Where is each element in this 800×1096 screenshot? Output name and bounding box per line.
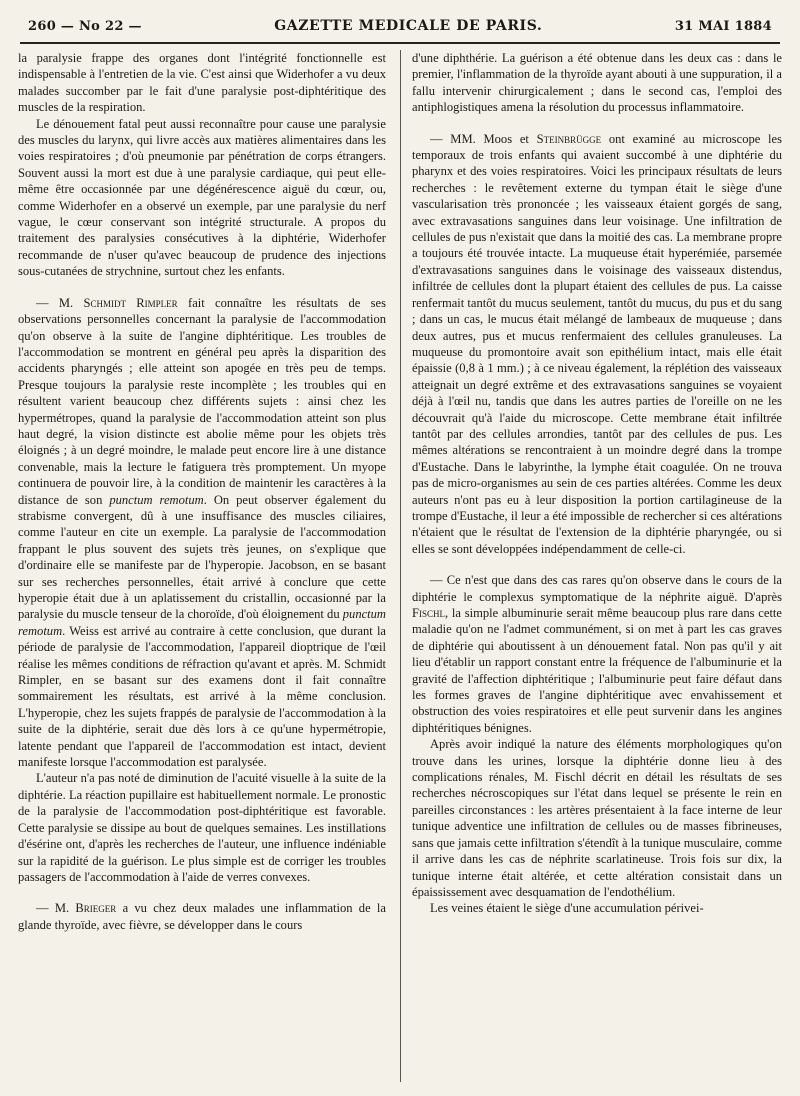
journal-title: GAZETTE MEDICALE DE PARIS. (274, 18, 543, 34)
paragraph (412, 572, 782, 736)
author-name: Fischl (412, 606, 445, 620)
paragraph: Après avoir indiqué la nature des éléments morphologiques qu'on trouve dans les urines, lorsque la diphtérie donne lieu à des complications rénales, M. Fischl décrit en détail les résultats de ses recherches nécroscopiques sur l'état dans lequel se présente le rein en pareilles circonstances : les artères présentaient à la face interne de leur tunique adventice une infiltration de cellules ou de masses fibrineuses, sans que jamais cette infiltration s'étendît à la tunique musculaire, comme il arrive dans les cas de néphrite scarlatineuse. Trois fois sur dix, la tunique interne était altérée, et cette altération consistait dans un épaississement avec desquamation de l'endothélium. (412, 737, 782, 899)
author-name: Steinbrügge (536, 131, 602, 146)
header-rule (20, 42, 780, 44)
italic-term: punctum remotum (18, 607, 386, 638)
text-run: . Weiss est arrivé au contraire à cette conclusion, que durant la période de paralysie de l'accommodation, l'appareil dioptrique de l'œil réalise les mêmes conditions de réfraction qu'avant et après. M. Schmidt Rimpler, en se basant sur des examens dont il fait connaître sommairement les résultats, est arrivé à la même conclusion. L'hyperopie, chez les sujets frappés de paralysie de l'accommodation à la suite de la diphtérie, serait due dès lors à ce qu'une hypermétropie, latente pendant que l'appareil de l'accommodation est intact, devient manifeste lorsque l'accommodation est paralysée. (18, 623, 386, 770)
text-run: a vu chez deux malades une inflammation de la glande thyroïde, avec fièvre, se développer dans le cours (18, 901, 386, 932)
paragraph: d'une diphthérie. La guérison a été obtenue dans les deux cas : dans le premier, l'inflammation de la thyroïde ayant abouti à une suppuration, il a fallu intervenir chirurgicalement ; dans le second cas, l'emploi des antiphlogistiques amena la résolution du processus inflammatoire. (412, 51, 782, 115)
paragraph: L'auteur n'a pas noté de diminution de l'acuité visuelle à la suite de la diphtérie. La réaction pupillaire est habituellement normale. Le pronostic de la paralysie de l'accommodation post-diphtéritique est favorable. Cette paralysie se dissipe au bout de quelques semaines. Les instillations d'ésérine ont, d'après les recherches de l'auteur, une influence indéniable sur la rapidité de la guérison. Le plus simple est de corriger les troubles passagers de l'accommodation à l'aide de verres convexes. (18, 771, 386, 884)
left-column (18, 50, 386, 933)
text-run: fait connaître les résultats de ses observations personnelles concernant la paralysie de l'accommodation qu'on observe à la suite de l'angine diphtéritique. Les troubles de l'accommodation se montrent en général peu après la disparition des accidents pharyngés ; elle atteint son apogée en très peu de temps. Presque toujours la paralysie reste incomplète ; les troubles qui en résultent varient beaucoup chez différents sujets : ainsi chez les hypermétropes, quand la paralysie de l'accommodation atteint son plus haut degré, la vision distincte est abolie même pour les objets très éloignés ; à un degré moindre, le malade peut encore lire à une distance convenable, mais la lecture le fatiguera très promptement. Un myope continuera de pouvoir lire, à la condition de maintenir les caractères à la distance de son (18, 295, 386, 507)
paragraph (412, 131, 782, 558)
italic-term: punctum remotum (109, 492, 204, 507)
text-run: ont examiné au microscope les temporaux de trois enfants qui avaient succombé à une diphtérie du pharynx et des voies respiratoires. Voici les principaux résultats de leurs recherches : le revêtement externe du tympan était le siège d'une vascularisation très prononcée ; les vaisseaux étaient gorgés de sang, avec extravasations sanguines dans leur voisinage. Une infiltration de cellules de pus n'existait que dans la moitié des cas. La membrane propre a toujours été trouvée intacte. La muqueuse était hyperémiée, parsemée d'extravasations sanguines dans le voisinage des vaisseaux distendus, infiltrée de cellules dont la plupart étaient des cellules de pus. La caisse renfermait tantôt du mucus seulement, tantôt du mucus, du pus et du sang ; dans un cas, le mucus était mélangé de lambeaux de muqueuse ; dans deux autres, pus et mucus renfermaient des cellules granuleuses. La muqueuse du promontoire avait son epithélium intact, mais elle était épaissie (0,8 à 1 mm.) ; à ce niveau également, la réplétion des vaisseaux atteignait un degré extrême et des extravasations sanguines se voyaient déjà à l'œil nu, tandis que dans les autres parties de l'oreille on ne les découvrait qu'à l'aide du microscope. Cette membrane était infiltrée tantôt par des cellules arrondies, tantôt par des cellules de pus. Les mêmes altérations se rencontraient à un moindre degré dans la trompe d'Eustache. Dans le labyrinthe, la lymphe était coagulée. On ne trouva pas de micro-organismes au sein de ces parties altérées. Comme les deux auteurs n'ont pas eu à leur disposition la portion cartilagineuse de la trompe d'Eustache, il leur a été impossible de rechercher si ces altérations n'étaient que le résultat de l'extension de la diphtérie pharyngée, ou si elles se sont développées indépendamment de celle-ci. (412, 131, 782, 556)
paragraph (18, 900, 386, 933)
paragraph (18, 295, 386, 771)
text-run: — Ce n'est que dans des cas rares qu'on observe dans le cours de la diphtérie le complexus symptomatique de la néphrite aiguë. D'après (412, 573, 782, 604)
author-name: Schmidt Rimpler (83, 295, 178, 310)
text-run: — M. (36, 295, 74, 310)
paragraph: Le dénouement fatal peut aussi reconnaître pour cause une paralysie des muscles du larynx, qui livre accès aux matières alimentaires dans les voies respiratoires ; d'où pneumonie par pénétration de corps étrangers. Souvent aussi la mort est due à une paralysie cardiaque, qui peut elle-même être occasionnée par une dégénérescence aiguë du cœur, ou, comme Widerhofer en a observé un exemple, par une paralysie du nerf vague, le cœur conservant son intégrité structurale. A propos du traitement des paralysies consécutives à la diphtérie, Widerhofer recommande de n'user qu'avec beaucoup de prudence des injections sous-cutanées de strychnine, surtout chez les enfants. (18, 116, 386, 279)
page-number: 260 — No 22 — (28, 19, 142, 34)
right-column (412, 50, 782, 917)
text-run: . On peut observer également du strabisme convergent, dû à une insuffisance des muscles ciliaires, comme l'auteur en cite un exemple. La paralysie de l'accommodation frappant le plus souvent des sujets très jeunes, on s'explique que d'ordinaire elle se manifeste par de l'hyperopie. Jacobson, en se basant sur ses recherches personnelles, était arrivé à conclure que cette hyperopie était due à un aplatissement du cristallin, occasionné par la paralysie du muscle tenseur de la choroïde, d'où éloignement du (18, 492, 387, 622)
paragraph: Les veines étaient le siège d'une accumulation périvei- (430, 901, 704, 916)
author-name: Brieger (75, 901, 117, 916)
text-run: — MM. Moos et (430, 131, 529, 146)
page-header (28, 18, 772, 40)
text-run: , la simple albuminurie serait même beaucoup plus rare dans cette maladie qu'on ne l'admet communément, si on met à part les cas graves de diphtérie qui aboutissent à un dénouement fatal. Non pas qu'il y ait lieu d'établir un rapport constant entre la fréquence de l'albuminurie et la gravité de l'affection diphtéritique ; l'albuminurie peut faire défaut dans les formes graves de l'angine diphtéritique avec envahissement et obstruction des voies respiratoires et elle peut survenir dans les angines diphtéritiques bénignes. (412, 606, 782, 735)
issue-date: 31 MAI 1884 (674, 19, 772, 34)
text-run: — M. (36, 901, 70, 916)
column-divider (400, 50, 401, 1082)
paragraph: la paralysie frappe des organes dont l'intégrité fonctionnelle est indispensable à l'entretien de la vie. C'est ainsi que Widerhofer a vu deux malades succomber par le fait d'une paralysie post-diphtéritique des muscles de la respiration. (18, 51, 386, 115)
